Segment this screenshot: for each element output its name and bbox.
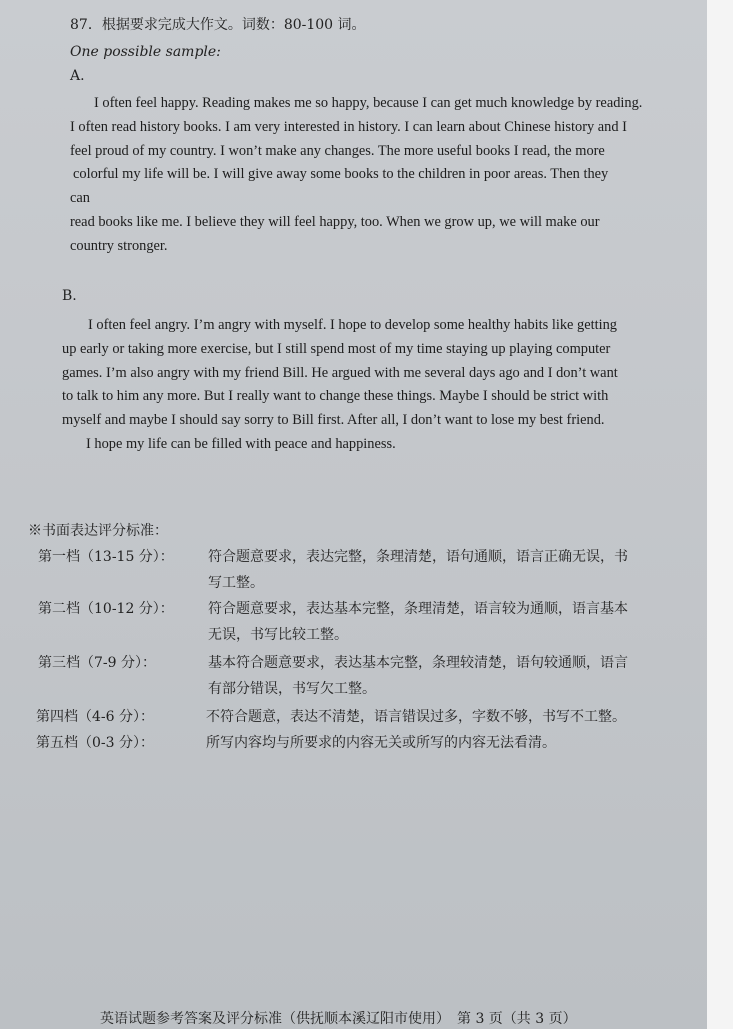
criteria-level-label: 第四档（4-6 分）： [36,709,154,725]
sample-a-line: read books like me. I believe they will feel happy, too. When we grow up, we will make our [70,213,600,230]
sample-b-line: to talk to him any more. But I really want to change these things. Maybe I should be strict with [62,388,609,405]
sample-b-line: games. I’m also angry with my friend Bill. He argued with me several days ago and I don’t want [62,364,618,381]
criteria-level-desc [208,544,698,596]
sample-a-line: colorful my life will be. I will give away some books to the children in poor areas. Then they [73,166,609,183]
criteria-level-1 [38,544,698,596]
criteria-desc-line: 有部分错误，书写欠工整。 [208,681,376,697]
sample-a-line: can [70,190,90,207]
criteria-level-label: 第五档（0-3 分）： [36,735,154,751]
sample-b-text [62,314,618,457]
criteria-desc-line: 基本符合题意要求，表达基本完整，条理较清楚，语句较通顺，语言 [208,655,628,671]
criteria-level-desc [208,596,698,648]
criteria-level-desc [206,730,696,756]
sample-a-line: country stronger. [70,237,168,254]
sample-b-label: B. [62,288,77,304]
criteria-level-label: 第二档（10-12 分）： [38,601,174,617]
criteria-desc-line: 不符合题意，表达不清楚，语言错误过多，字数不够，书写不工整。 [206,709,626,725]
sample-a-text [70,92,642,259]
question-title: 87．根据要求完成大作文。词数：80-100 词。 [70,17,366,33]
sample-a-line: feel proud of my country. I won’t make any changes. The more useful books I read, the more [70,142,605,159]
sample-a-label: A. [70,68,85,84]
criteria-level-label: 第三档（7-9 分）： [38,655,156,671]
sample-a-line: I often read history books. I am very interested in history. I can learn about Chinese history and I [70,118,627,135]
criteria-desc-line: 所写内容均与所要求的内容无关或所写的内容无法看清。 [206,735,556,751]
sample-b-line: myself and maybe I should say sorry to Bill first. After all, I don’t want to lose my best friend. [62,412,605,429]
criteria-title: ※书面表达评分标准： [28,523,168,539]
criteria-level-desc [206,704,696,730]
criteria-desc-line: 符合题意要求，表达基本完整，条理清楚，语言较为通顺，语言基本 [208,601,628,617]
criteria-level-5 [36,730,696,756]
sample-label: One possible sample: [70,44,221,60]
sample-b-line: I often feel angry. I’m angry with myself. I hope to develop some healthy habits like getting [88,317,617,333]
criteria-level-3 [38,650,698,702]
sample-b-line: up early or taking more exercise, but I still spend most of my time staying up playing computer [62,340,611,357]
criteria-desc-line: 无误，书写比较工整。 [208,627,348,643]
criteria-desc-line: 写工整。 [208,575,264,591]
page-footer: 英语试题参考答案及评分标准（供抚顺本溪辽阳市使用） 第 3 页（共 3 页） [100,1011,577,1027]
criteria-level-desc [208,650,698,702]
sample-b-line: I hope my life can be filled with peace and happiness. [86,435,396,452]
criteria-level-label: 第一档（13-15 分）： [38,549,174,565]
criteria-desc-line: 符合题意要求，表达完整，条理清楚，语句通顺，语言正确无误，书 [208,549,628,565]
sample-a-line: I often feel happy. Reading makes me so happy, because I can get much knowledge by reading. [94,95,643,111]
criteria-level-2 [38,596,698,648]
criteria-level-4 [36,704,696,730]
